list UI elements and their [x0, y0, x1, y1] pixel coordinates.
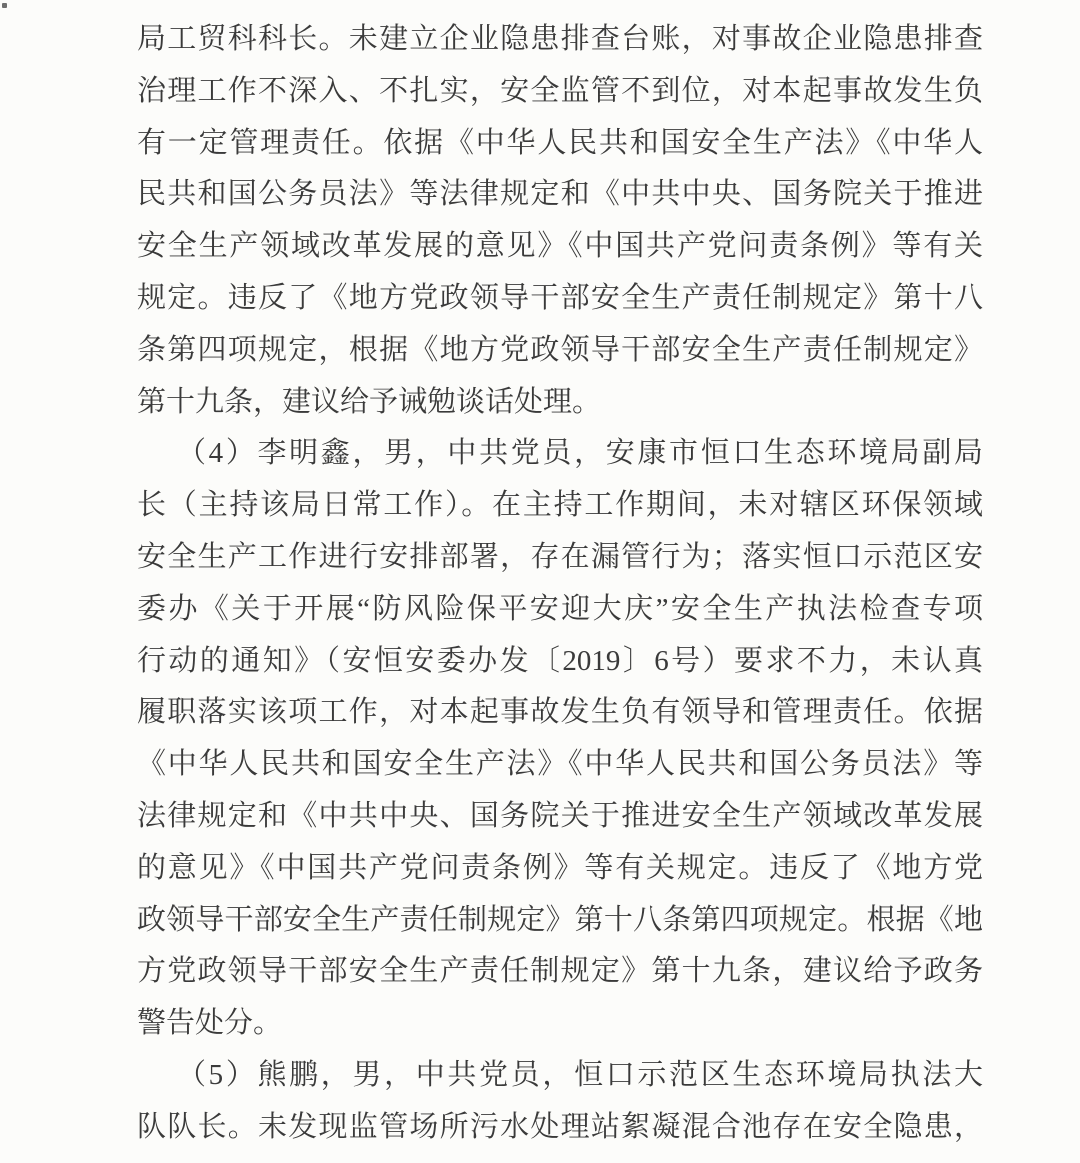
- text-line: 民共和国公务员法》等法律规定和《中共中央、国务院关于推进: [137, 178, 983, 211]
- text-line: 队队长。未发现监管场所污水处理站絮凝混合池存在安全隐患，: [137, 1110, 983, 1143]
- text-line: 长（主持该局日常工作）。在主持工作期间，未对辖区环保领域: [137, 489, 983, 522]
- text-line: 政领导干部安全生产责任制规定》第十八条第四项规定。根据《地: [137, 903, 983, 936]
- text-line paragraph-start: （4）李明鑫，男，中共党员，安康市恒口生态环境局副局: [177, 437, 983, 470]
- text-line: 安全生产工作进行安排部署，存在漏管行为；落实恒口示范区安: [137, 540, 983, 573]
- text-line: 《中华人民共和国安全生产法》《中华人民共和国公务员法》等: [137, 748, 983, 781]
- text-line: 第十九条，建议给予诫勉谈话处理。: [137, 385, 602, 418]
- text-line: 警告处分。: [137, 1007, 283, 1040]
- text-line: 行动的通知》（安恒安委办发〔2019〕6号）要求不力，未认真: [137, 644, 983, 677]
- text-line: 方党政领导干部安全生产责任制规定》第十九条，建议给予政务: [137, 955, 983, 988]
- text-line: 履职落实该项工作，对本起事故发生负有领导和管理责任。依据: [137, 696, 983, 729]
- text-line: 条第四项规定，根据《地方党政领导干部安全生产责任制规定》: [137, 333, 983, 366]
- text-line: 委办《关于开展“防风险保平安迎大庆”安全生产执法检查专项: [137, 592, 983, 625]
- text-line: 治理工作不深入、不扎实，安全监管不到位，对本起事故发生负: [137, 74, 983, 107]
- text-line: 规定。违反了《地方党政领导干部安全生产责任制规定》第十八: [137, 281, 983, 314]
- text-line: 安全生产领域改革发展的意见》《中国共产党问责条例》等有关: [137, 230, 983, 263]
- text-line paragraph-start: （5）熊鹏，男，中共党员，恒口示范区生态环境局执法大: [177, 1058, 983, 1091]
- text-line: 的意见》《中国共产党问责条例》等有关规定。违反了《地方党: [137, 851, 983, 884]
- text-line: 有一定管理责任。依据《中华人民共和国安全生产法》《中华人: [137, 126, 983, 159]
- text-line: 局工贸科科长。未建立企业隐患排查台账，对事故企业隐患排查: [137, 23, 983, 55]
- document-text: [137, 14, 983, 1154]
- text-line: 法律规定和《中共中央、国务院关于推进安全生产领域改革发展: [137, 799, 983, 832]
- scan-artifact: [2, 3, 7, 8]
